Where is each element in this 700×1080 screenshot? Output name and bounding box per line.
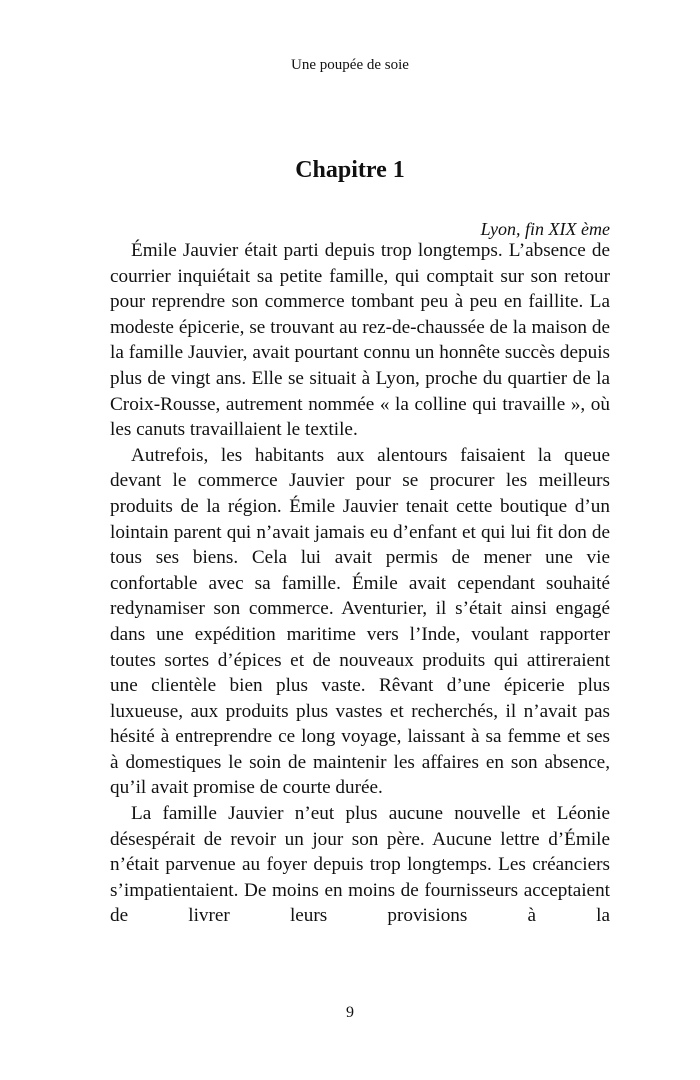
paragraph: Émile Jauvier était parti depuis trop longtemps. L’absence de courrier inquiétait sa petite famille, qui comptait sur son retour pour reprendre son commerce tombant peu à peu en faillite. La modeste épicerie, se trouvant au rez-de-chaussée de la maison de la famille Jauvier, avait pourtant connu un honnête succès depuis plus de vingt ans. Elle se situait à Lyon, proche du quartier de la Croix-Rousse, autrement nommée « la colline qui travaille », où les canuts travaillaient le textile. xyxy=(110,240,610,441)
page-number: 9 xyxy=(346,1004,354,1021)
paragraph: La famille Jauvier n’eut plus aucune nouvelle et Léonie désespérait de revoir un jour son père. Aucune lettre d’Émile n’était parvenue au foyer depuis trop longtemps. Les créanciers s’impatientaient. De moins en moins de fournisseurs acceptaient de livrer leurs provisions à la xyxy=(110,803,610,927)
chapter-epigraph: Lyon, fin XIX ème xyxy=(480,219,610,239)
chapter-title: Chapitre 1 xyxy=(295,157,405,183)
running-header: Une poupée de soie xyxy=(291,57,409,73)
paragraph: Autrefois, les habitants aux alentours faisaient la queue devant le commerce Jauvier pour se procurer les meilleurs produits de la région. Émile Jauvier tenait cette boutique d’un lointain parent qui n’avait jamais eu d’enfant et qui lui fit don de tous ses biens. Cela lui avait permis de mener une vie confortable avec sa famille. Émile avait cependant souhaité redynamiser son commerce. Aventurier, il s’était ainsi engagé dans une expédition maritime vers l’Inde, voulant rapporter toutes sortes d’épices et de nouveaux produits qui attireraient une clientèle bien plus vaste. Rêvant d’une épicerie plus luxueuse, aux produits plus vastes et recherchés, il n’avait pas hésité à entreprendre ce long voyage, laissant à sa femme et ses à domestiques le soin de maintenir les affaires en son absence, qu’il avait promise de courte durée. xyxy=(110,444,610,799)
chapter-body xyxy=(110,238,610,929)
